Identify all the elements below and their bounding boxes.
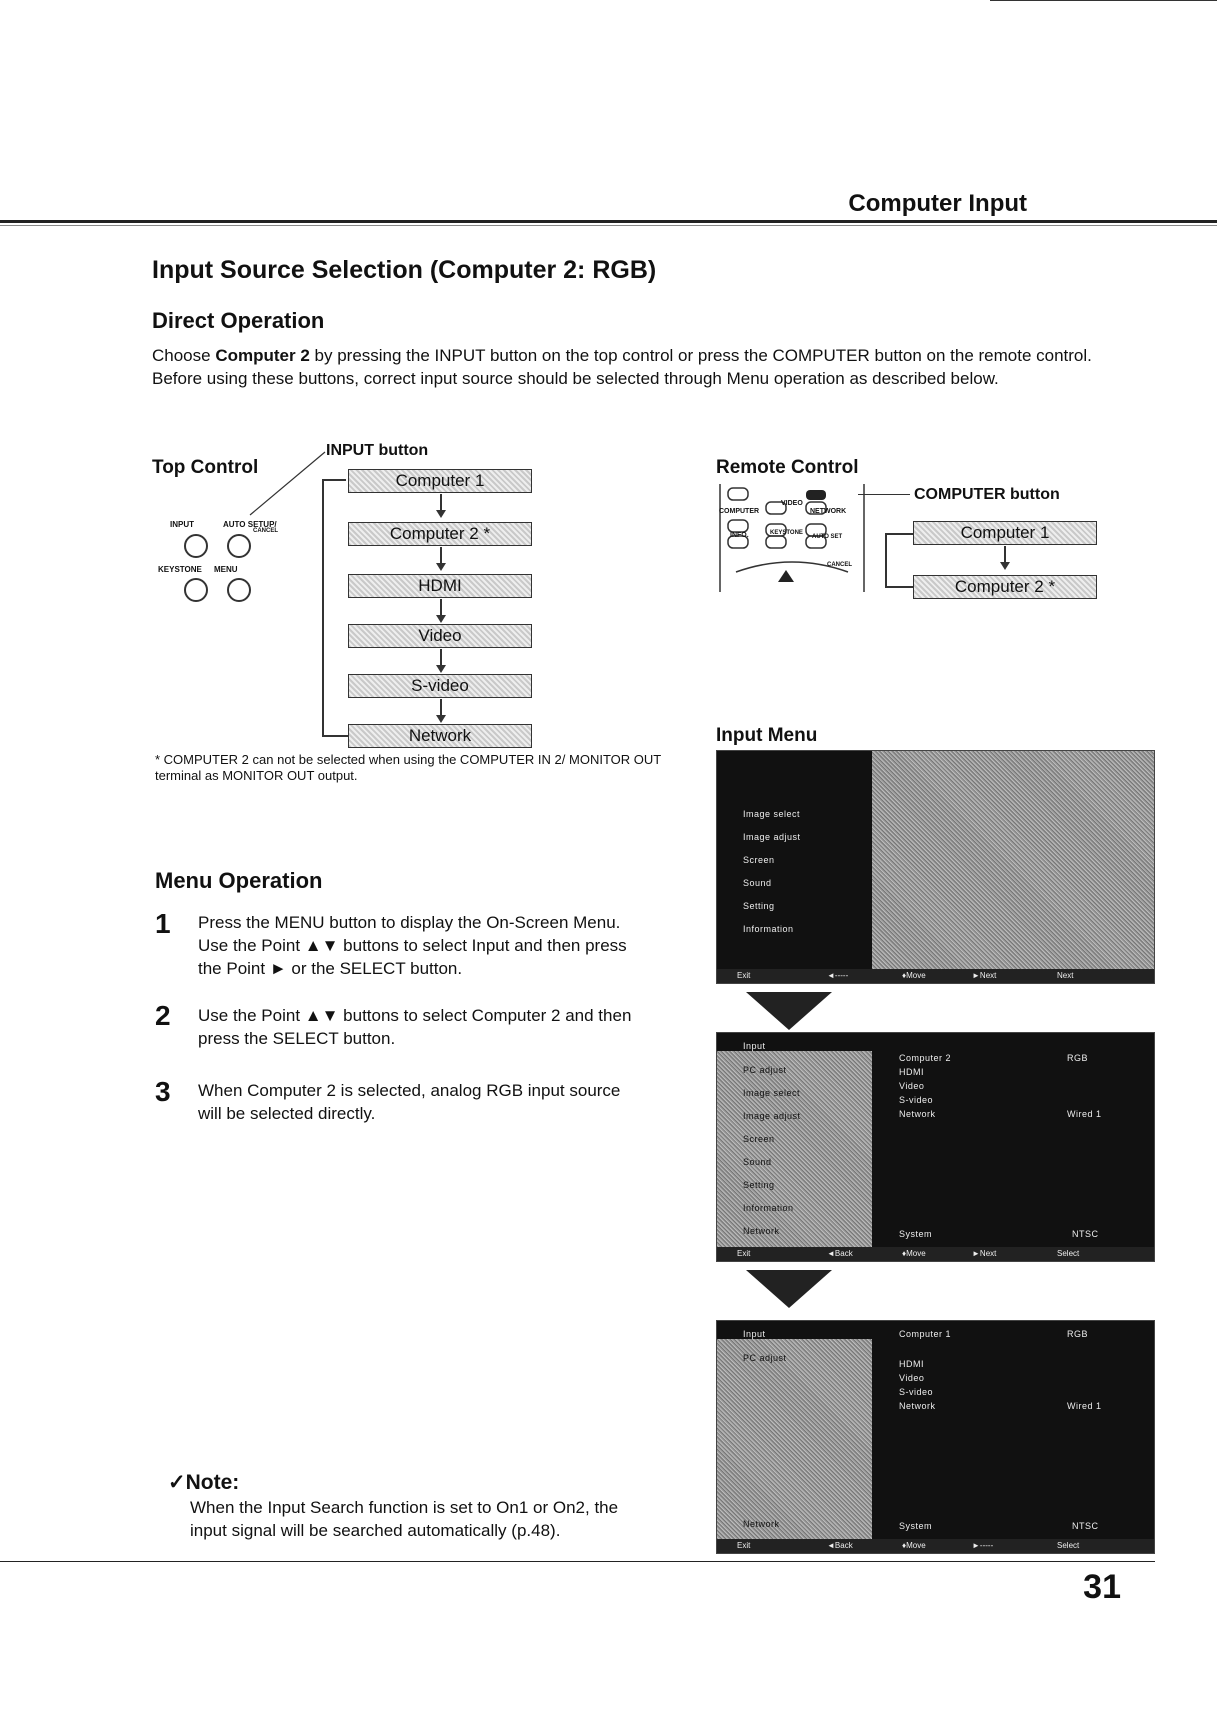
- footnote: * COMPUTER 2 can not be selected when using the COMPUTER IN 2/ MONITOR OUT terminal as MONITOR OUT output.: [155, 752, 661, 783]
- osd-menu-2: [716, 1032, 1155, 1262]
- p1-a: Choose: [152, 346, 216, 365]
- source-hdmi: HDMI: [348, 574, 532, 598]
- direct-operation-text: [152, 344, 1112, 390]
- menu1-statusbar: [717, 969, 1154, 983]
- p1-c: by pressing the INPUT button on the top control or press the COMPUTER button on the remote control.: [309, 346, 1092, 365]
- source-computer2: Computer 2 *: [348, 522, 532, 546]
- source-network: Network: [348, 724, 532, 748]
- input-button-label: INPUT button: [326, 442, 429, 459]
- status-exit: Exit: [737, 971, 751, 980]
- menu3-value: Wired 1: [1067, 1401, 1102, 1411]
- status-exit: Exit: [737, 1249, 751, 1258]
- osd-menu-1: [716, 750, 1155, 984]
- menu2-item: Screen: [743, 1134, 775, 1144]
- remote-keystone-label: KEYSTONE: [770, 530, 803, 536]
- menu3-source: S-video: [899, 1387, 934, 1397]
- menu1-item: Screen: [743, 855, 775, 865]
- status-next: ►Next: [972, 1249, 997, 1258]
- step-3-text: When Computer 2 is selected, analog RGB input source will be selected directly.: [198, 1081, 621, 1123]
- menu2-item: Image select: [743, 1088, 801, 1098]
- direct-operation-heading: Direct Operation: [152, 308, 325, 333]
- autosetup-button: [227, 534, 251, 558]
- btn-autosetup-label: AUTO SETUP/: [223, 520, 277, 529]
- menu2-source: Video: [899, 1081, 925, 1091]
- note-heading: ✓Note:: [168, 1471, 240, 1494]
- menu2-value: RGB: [1067, 1053, 1089, 1063]
- header-rule-thin: [0, 225, 1217, 226]
- remote-loop-bottom: [885, 586, 913, 588]
- step-1-text: Press the MENU button to display the On-Screen Menu. Use the Point ▲▼ buttons to select Input and then press the Point ► or the SELECT button.: [198, 913, 627, 978]
- computer-button-label: COMPUTER button: [914, 486, 1060, 503]
- big-down-arrow-icon: [746, 1270, 832, 1310]
- source-computer1: Computer 1: [348, 469, 532, 493]
- menu2-left-area: [717, 1051, 872, 1247]
- menu2-item: Sound: [743, 1157, 772, 1167]
- menu1-item: Setting: [743, 901, 775, 911]
- step-2-number: 2: [155, 1000, 171, 1031]
- menu-button: [227, 578, 251, 602]
- menu-operation-heading: Menu Operation: [155, 868, 323, 893]
- p1-b: Computer 2: [215, 346, 310, 365]
- page-number: 31: [1083, 1568, 1121, 1606]
- menu3-value: RGB: [1067, 1329, 1089, 1339]
- arrow-down-icon: [440, 649, 442, 671]
- btn-input-label: INPUT: [170, 520, 194, 529]
- step-1-number: 1: [155, 908, 171, 939]
- menu3-source: Network: [899, 1401, 936, 1411]
- remote-network-label: NETWORK: [810, 508, 847, 515]
- status-back: ◄-----: [827, 971, 849, 980]
- menu2-item: PC adjust: [743, 1065, 787, 1075]
- computer-leader-line: [858, 494, 910, 495]
- remote-info-label: INFO.: [730, 532, 749, 539]
- menu3-item: Input: [743, 1329, 766, 1339]
- arrow-down-icon: [440, 494, 442, 516]
- remote-loop-top: [885, 533, 913, 535]
- menu1-item: Image adjust: [743, 832, 801, 842]
- menu3-item: PC adjust: [743, 1353, 787, 1363]
- input-menu-label: Input Menu: [716, 725, 818, 746]
- osd-menu-3: [716, 1320, 1155, 1554]
- header-rule: [0, 220, 1217, 223]
- btn-menu-label: MENU: [214, 565, 238, 574]
- menu2-value: Wired 1: [1067, 1109, 1102, 1119]
- btn-cancel-label: CANCEL: [253, 528, 278, 534]
- menu2-item: Network: [743, 1226, 780, 1236]
- menu2-system: System: [899, 1229, 933, 1239]
- source-video: Video: [348, 624, 532, 648]
- menu2-item: Setting: [743, 1180, 775, 1190]
- top-control-label: Top Control: [152, 457, 259, 478]
- status-back: ◄Back: [827, 1541, 853, 1550]
- section-header: Computer Input: [848, 190, 1027, 217]
- status-move: ♦Move: [902, 971, 926, 980]
- remote-video-label: VIDEO: [781, 500, 803, 507]
- menu1-item: Sound: [743, 878, 772, 888]
- footer-rule: [0, 1561, 1155, 1562]
- step-2-text: Use the Point ▲▼ buttons to select Computer 2 and then press the SELECT button.: [198, 1006, 632, 1048]
- menu3-item: Network: [743, 1519, 780, 1529]
- menu2-system-value: NTSC: [1072, 1229, 1099, 1239]
- arrow-down-icon: [440, 599, 442, 621]
- menu1-item: Image select: [743, 809, 801, 819]
- menu2-item: Image adjust: [743, 1111, 801, 1121]
- status-next: ►-----: [972, 1541, 994, 1550]
- menu3-source: Computer 1: [899, 1329, 952, 1339]
- input-button: [184, 534, 208, 558]
- menu3-source: HDMI: [899, 1359, 924, 1369]
- status-move: ♦Move: [902, 1541, 926, 1550]
- loop-top-line: [322, 479, 346, 481]
- remote-source-computer2: Computer 2 *: [913, 575, 1097, 599]
- menu3-system: System: [899, 1521, 933, 1531]
- note-text: When the Input Search function is set to On1 or On2, the input signal will be searched automatically (p.48).: [190, 1498, 619, 1540]
- remote-control-label: Remote Control: [716, 457, 859, 478]
- menu2-source: HDMI: [899, 1067, 924, 1077]
- status-select: Select: [1057, 1249, 1080, 1258]
- menu3-system-value: NTSC: [1072, 1521, 1099, 1531]
- menu3-source: Video: [899, 1373, 925, 1383]
- loop-bottom-line: [322, 735, 348, 737]
- remote-loop-line: [885, 533, 887, 587]
- remote-cancel-label: CANCEL: [827, 562, 852, 568]
- menu2-item: Input: [743, 1041, 766, 1051]
- arrow-down-icon: [440, 699, 442, 721]
- source-svideo: S-video: [348, 674, 532, 698]
- menu2-source: Computer 2: [899, 1053, 952, 1063]
- menu2-source: Network: [899, 1109, 936, 1119]
- status-move: ♦Move: [902, 1249, 926, 1258]
- step-3-number: 3: [155, 1076, 171, 1107]
- status-select: Select: [1057, 1541, 1080, 1550]
- top-corner-rule: [990, 0, 1217, 1]
- status-next2: Next: [1057, 971, 1074, 980]
- page-title: Input Source Selection (Computer 2: RGB): [152, 256, 657, 284]
- p2: Before using these buttons, correct input source should be selected through Menu operation as described below.: [152, 369, 999, 388]
- status-exit: Exit: [737, 1541, 751, 1550]
- status-back: ◄Back: [827, 1249, 853, 1258]
- menu1-submenu-area: [872, 751, 1154, 969]
- status-next: ►Next: [972, 971, 997, 980]
- arrow-down-icon: [1004, 546, 1006, 568]
- arrow-down-icon: [440, 547, 442, 569]
- menu3-statusbar: [717, 1539, 1154, 1553]
- menu3-left-area: [717, 1339, 872, 1539]
- loop-line: [322, 479, 324, 737]
- menu2-source: S-video: [899, 1095, 934, 1105]
- menu2-statusbar: [717, 1247, 1154, 1261]
- remote-autoset-label: AUTO SET: [812, 534, 843, 540]
- menu2-item: Information: [743, 1203, 794, 1213]
- keystone-button: [184, 578, 208, 602]
- remote-computer-label: COMPUTER: [719, 508, 760, 515]
- menu1-item: Information: [743, 924, 794, 934]
- big-down-arrow-icon: [746, 992, 832, 1032]
- btn-keystone-label: KEYSTONE: [158, 565, 202, 574]
- remote-source-computer1: Computer 1: [913, 521, 1097, 545]
